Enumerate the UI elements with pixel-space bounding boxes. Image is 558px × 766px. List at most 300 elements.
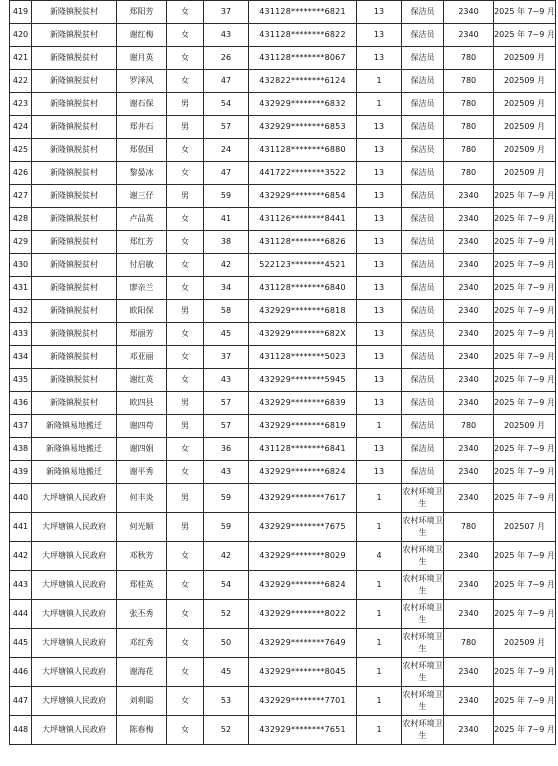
table-row xyxy=(10,629,556,658)
work-unit-cell: 新隆镇脱贫村 xyxy=(32,24,117,47)
work-unit-cell: 新隆镇脱贫村 xyxy=(32,231,117,254)
months-cell: 13 xyxy=(357,1,402,24)
age-cell: 43 xyxy=(204,24,249,47)
pay-period-cell: 2025 年 7~9 月 xyxy=(494,231,556,254)
table-row xyxy=(10,542,556,571)
name-cell: 刘利聪 xyxy=(117,687,167,716)
pay-period-cell: 202509 月 xyxy=(494,70,556,93)
id-number-cell: 431128********6880 xyxy=(249,139,357,162)
gender-cell: 男 xyxy=(167,93,204,116)
table-row xyxy=(10,300,556,323)
post-cell: 保洁员 xyxy=(402,461,444,484)
table-row xyxy=(10,484,556,513)
id-number-cell: 432929********6854 xyxy=(249,185,357,208)
subsidy-amount-cell: 2340 xyxy=(444,484,494,513)
pay-period-cell: 2025 年 7~9 月 xyxy=(494,571,556,600)
subsidy-amount-cell: 2340 xyxy=(444,185,494,208)
row-number-cell: 439 xyxy=(10,461,32,484)
post-cell: 保洁员 xyxy=(402,231,444,254)
table-row xyxy=(10,1,556,24)
table-row xyxy=(10,24,556,47)
months-cell: 13 xyxy=(357,323,402,346)
pay-period-cell: 202509 月 xyxy=(494,629,556,658)
row-number-cell: 433 xyxy=(10,323,32,346)
subsidy-amount-cell: 2340 xyxy=(444,542,494,571)
age-cell: 45 xyxy=(204,323,249,346)
gender-cell: 男 xyxy=(167,513,204,542)
pay-period-cell: 2025 年 7~9 月 xyxy=(494,542,556,571)
gender-cell: 女 xyxy=(167,208,204,231)
name-cell: 谢三仔 xyxy=(117,185,167,208)
months-cell: 1 xyxy=(357,600,402,629)
name-cell: 郑桂英 xyxy=(117,571,167,600)
work-unit-cell: 新隆镇脱贫村 xyxy=(32,1,117,24)
id-number-cell: 432929********6824 xyxy=(249,461,357,484)
post-cell: 保洁员 xyxy=(402,392,444,415)
subsidy-amount-cell: 780 xyxy=(444,139,494,162)
months-cell: 1 xyxy=(357,658,402,687)
subsidy-amount-cell: 2340 xyxy=(444,658,494,687)
pay-period-cell: 202507 月 xyxy=(494,513,556,542)
months-cell: 13 xyxy=(357,24,402,47)
age-cell: 37 xyxy=(204,346,249,369)
subsidy-amount-cell: 2340 xyxy=(444,346,494,369)
id-number-cell: 431128********5023 xyxy=(249,346,357,369)
id-number-cell: 432929********6832 xyxy=(249,93,357,116)
id-number-cell: 432929********8022 xyxy=(249,600,357,629)
post-cell: 农村环境卫生 xyxy=(402,542,444,571)
table-row xyxy=(10,139,556,162)
months-cell: 1 xyxy=(357,93,402,116)
months-cell: 13 xyxy=(357,438,402,461)
work-unit-cell: 大坪塘镇人民政府 xyxy=(32,687,117,716)
table-row xyxy=(10,687,556,716)
age-cell: 58 xyxy=(204,300,249,323)
table-row xyxy=(10,254,556,277)
id-number-cell: 432929********7675 xyxy=(249,513,357,542)
row-number-cell: 429 xyxy=(10,231,32,254)
subsidy-amount-cell: 780 xyxy=(444,415,494,438)
post-cell: 农村环境卫生 xyxy=(402,658,444,687)
work-unit-cell: 新隆镇脱贫村 xyxy=(32,277,117,300)
post-cell: 保洁员 xyxy=(402,208,444,231)
gender-cell: 女 xyxy=(167,323,204,346)
name-cell: 罗泽风 xyxy=(117,70,167,93)
work-unit-cell: 新隆镇易地搬迁 xyxy=(32,461,117,484)
months-cell: 1 xyxy=(357,629,402,658)
post-cell: 保洁员 xyxy=(402,415,444,438)
pay-period-cell: 2025 年 7~9 月 xyxy=(494,346,556,369)
age-cell: 47 xyxy=(204,162,249,185)
subsidy-amount-cell: 2340 xyxy=(444,24,494,47)
subsidy-amount-cell: 780 xyxy=(444,70,494,93)
subsidy-amount-cell: 2340 xyxy=(444,254,494,277)
table-row xyxy=(10,231,556,254)
months-cell: 13 xyxy=(357,208,402,231)
table-row xyxy=(10,461,556,484)
row-number-cell: 443 xyxy=(10,571,32,600)
post-cell: 农村环境卫生 xyxy=(402,571,444,600)
row-number-cell: 430 xyxy=(10,254,32,277)
row-number-cell: 436 xyxy=(10,392,32,415)
months-cell: 13 xyxy=(357,185,402,208)
row-number-cell: 423 xyxy=(10,93,32,116)
gender-cell: 女 xyxy=(167,277,204,300)
row-number-cell: 427 xyxy=(10,185,32,208)
name-cell: 欧阳保 xyxy=(117,300,167,323)
name-cell: 邓亚丽 xyxy=(117,346,167,369)
months-cell: 13 xyxy=(357,162,402,185)
name-cell: 何光顺 xyxy=(117,513,167,542)
post-cell: 保洁员 xyxy=(402,116,444,139)
work-unit-cell: 大坪塘镇人民政府 xyxy=(32,658,117,687)
work-unit-cell: 新隆镇脱贫村 xyxy=(32,162,117,185)
gender-cell: 女 xyxy=(167,687,204,716)
subsidy-amount-cell: 780 xyxy=(444,47,494,70)
months-cell: 13 xyxy=(357,139,402,162)
work-unit-cell: 新隆镇脱贫村 xyxy=(32,139,117,162)
id-number-cell: 432929********5945 xyxy=(249,369,357,392)
age-cell: 38 xyxy=(204,231,249,254)
months-cell: 1 xyxy=(357,687,402,716)
name-cell: 邓秋芳 xyxy=(117,542,167,571)
id-number-cell: 432929********6819 xyxy=(249,415,357,438)
pay-period-cell: 2025 年 7~9 月 xyxy=(494,185,556,208)
months-cell: 13 xyxy=(357,277,402,300)
row-number-cell: 435 xyxy=(10,369,32,392)
id-number-cell: 432929********682X xyxy=(249,323,357,346)
name-cell: 陈春梅 xyxy=(117,716,167,745)
id-number-cell: 522123********4521 xyxy=(249,254,357,277)
pay-period-cell: 2025 年 7~9 月 xyxy=(494,392,556,415)
post-cell: 保洁员 xyxy=(402,162,444,185)
months-cell: 1 xyxy=(357,716,402,745)
pay-period-cell: 2025 年 7~9 月 xyxy=(494,208,556,231)
table-row xyxy=(10,658,556,687)
pay-period-cell: 2025 年 7~9 月 xyxy=(494,687,556,716)
work-unit-cell: 新隆镇脱贫村 xyxy=(32,185,117,208)
post-cell: 保洁员 xyxy=(402,438,444,461)
id-number-cell: 432929********6853 xyxy=(249,116,357,139)
subsidy-amount-cell: 2340 xyxy=(444,1,494,24)
age-cell: 43 xyxy=(204,369,249,392)
name-cell: 郑阳芳 xyxy=(117,1,167,24)
subsidy-amount-cell: 2340 xyxy=(444,461,494,484)
post-cell: 保洁员 xyxy=(402,300,444,323)
subsidy-amount-cell: 780 xyxy=(444,629,494,658)
id-number-cell: 431126********8441 xyxy=(249,208,357,231)
gender-cell: 女 xyxy=(167,369,204,392)
age-cell: 54 xyxy=(204,571,249,600)
age-cell: 47 xyxy=(204,70,249,93)
work-unit-cell: 新隆镇脱贫村 xyxy=(32,70,117,93)
pay-period-cell: 2025 年 7~9 月 xyxy=(494,300,556,323)
id-number-cell: 431128********6840 xyxy=(249,277,357,300)
age-cell: 59 xyxy=(204,185,249,208)
table-row xyxy=(10,70,556,93)
subsidy-amount-cell: 2340 xyxy=(444,438,494,461)
months-cell: 13 xyxy=(357,369,402,392)
table-row xyxy=(10,346,556,369)
post-cell: 保洁员 xyxy=(402,254,444,277)
gender-cell: 女 xyxy=(167,438,204,461)
table-row xyxy=(10,369,556,392)
work-unit-cell: 大坪塘镇人民政府 xyxy=(32,484,117,513)
post-cell: 农村环境卫生 xyxy=(402,629,444,658)
age-cell: 57 xyxy=(204,392,249,415)
table-row xyxy=(10,162,556,185)
row-number-cell: 442 xyxy=(10,542,32,571)
gender-cell: 女 xyxy=(167,716,204,745)
months-cell: 13 xyxy=(357,461,402,484)
months-cell: 13 xyxy=(357,392,402,415)
table-body xyxy=(10,1,556,745)
age-cell: 41 xyxy=(204,208,249,231)
post-cell: 保洁员 xyxy=(402,277,444,300)
id-number-cell: 432929********8045 xyxy=(249,658,357,687)
work-unit-cell: 大坪塘镇人民政府 xyxy=(32,542,117,571)
id-number-cell: 432929********7701 xyxy=(249,687,357,716)
gender-cell: 女 xyxy=(167,1,204,24)
row-number-cell: 422 xyxy=(10,70,32,93)
row-number-cell: 440 xyxy=(10,484,32,513)
months-cell: 4 xyxy=(357,542,402,571)
id-number-cell: 432929********7651 xyxy=(249,716,357,745)
age-cell: 26 xyxy=(204,47,249,70)
pay-period-cell: 2025 年 7~9 月 xyxy=(494,716,556,745)
gender-cell: 女 xyxy=(167,600,204,629)
id-number-cell: 431128********6822 xyxy=(249,24,357,47)
work-unit-cell: 新隆镇易地搬迁 xyxy=(32,415,117,438)
row-number-cell: 441 xyxy=(10,513,32,542)
table-row xyxy=(10,93,556,116)
name-cell: 谢四苟 xyxy=(117,415,167,438)
subsidy-amount-cell: 2340 xyxy=(444,300,494,323)
name-cell: 张丕秀 xyxy=(117,600,167,629)
name-cell: 付启敏 xyxy=(117,254,167,277)
name-cell: 欧四县 xyxy=(117,392,167,415)
pay-period-cell: 202509 月 xyxy=(494,139,556,162)
name-cell: 廖亲兰 xyxy=(117,277,167,300)
name-cell: 谢石保 xyxy=(117,93,167,116)
id-number-cell: 432929********8029 xyxy=(249,542,357,571)
name-cell: 谢红梅 xyxy=(117,24,167,47)
pay-period-cell: 2025 年 7~9 月 xyxy=(494,658,556,687)
subsidy-amount-cell: 780 xyxy=(444,513,494,542)
months-cell: 13 xyxy=(357,116,402,139)
subsidy-amount-cell: 2340 xyxy=(444,231,494,254)
gender-cell: 男 xyxy=(167,185,204,208)
row-number-cell: 420 xyxy=(10,24,32,47)
gender-cell: 女 xyxy=(167,231,204,254)
name-cell: 郑红芳 xyxy=(117,231,167,254)
id-number-cell: 432929********7649 xyxy=(249,629,357,658)
gender-cell: 女 xyxy=(167,346,204,369)
id-number-cell: 431128********6841 xyxy=(249,438,357,461)
work-unit-cell: 新隆镇脱贫村 xyxy=(32,116,117,139)
age-cell: 34 xyxy=(204,277,249,300)
age-cell: 53 xyxy=(204,687,249,716)
table-row xyxy=(10,323,556,346)
id-number-cell: 432929********7617 xyxy=(249,484,357,513)
table-row xyxy=(10,277,556,300)
post-cell: 保洁员 xyxy=(402,139,444,162)
age-cell: 52 xyxy=(204,600,249,629)
pay-period-cell: 2025 年 7~9 月 xyxy=(494,461,556,484)
subsidy-amount-cell: 2340 xyxy=(444,716,494,745)
subsidy-amount-cell: 2340 xyxy=(444,369,494,392)
name-cell: 谢月英 xyxy=(117,47,167,70)
months-cell: 13 xyxy=(357,300,402,323)
subsidy-amount-cell: 2340 xyxy=(444,323,494,346)
months-cell: 13 xyxy=(357,254,402,277)
gender-cell: 女 xyxy=(167,162,204,185)
row-number-cell: 419 xyxy=(10,1,32,24)
months-cell: 13 xyxy=(357,346,402,369)
row-number-cell: 445 xyxy=(10,629,32,658)
row-number-cell: 426 xyxy=(10,162,32,185)
pay-period-cell: 2025 年 7~9 月 xyxy=(494,277,556,300)
row-number-cell: 432 xyxy=(10,300,32,323)
work-unit-cell: 新隆镇脱贫村 xyxy=(32,93,117,116)
post-cell: 保洁员 xyxy=(402,47,444,70)
gender-cell: 女 xyxy=(167,24,204,47)
name-cell: 郑井石 xyxy=(117,116,167,139)
pay-period-cell: 2025 年 7~9 月 xyxy=(494,24,556,47)
months-cell: 1 xyxy=(357,70,402,93)
name-cell: 邓红秀 xyxy=(117,629,167,658)
table-row xyxy=(10,208,556,231)
id-number-cell: 432822********6124 xyxy=(249,70,357,93)
gender-cell: 女 xyxy=(167,47,204,70)
post-cell: 保洁员 xyxy=(402,1,444,24)
row-number-cell: 437 xyxy=(10,415,32,438)
name-cell: 谢红英 xyxy=(117,369,167,392)
post-cell: 农村环境卫生 xyxy=(402,484,444,513)
gender-cell: 女 xyxy=(167,461,204,484)
subsidy-amount-cell: 2340 xyxy=(444,687,494,716)
post-cell: 保洁员 xyxy=(402,323,444,346)
post-cell: 农村环境卫生 xyxy=(402,687,444,716)
gender-cell: 男 xyxy=(167,300,204,323)
table-row xyxy=(10,185,556,208)
age-cell: 50 xyxy=(204,629,249,658)
pay-period-cell: 202509 月 xyxy=(494,116,556,139)
row-number-cell: 447 xyxy=(10,687,32,716)
pay-period-cell: 2025 年 7~9 月 xyxy=(494,484,556,513)
row-number-cell: 434 xyxy=(10,346,32,369)
months-cell: 1 xyxy=(357,571,402,600)
name-cell: 谢海花 xyxy=(117,658,167,687)
work-unit-cell: 新隆镇脱贫村 xyxy=(32,392,117,415)
row-number-cell: 425 xyxy=(10,139,32,162)
work-unit-cell: 新隆镇脱贫村 xyxy=(32,300,117,323)
gender-cell: 女 xyxy=(167,542,204,571)
months-cell: 1 xyxy=(357,513,402,542)
age-cell: 59 xyxy=(204,513,249,542)
subsidy-amount-cell: 780 xyxy=(444,116,494,139)
name-cell: 何丰炎 xyxy=(117,484,167,513)
work-unit-cell: 大坪塘镇人民政府 xyxy=(32,629,117,658)
work-unit-cell: 大坪塘镇人民政府 xyxy=(32,716,117,745)
pay-period-cell: 202509 月 xyxy=(494,93,556,116)
work-unit-cell: 新隆镇脱贫村 xyxy=(32,323,117,346)
table-row xyxy=(10,571,556,600)
age-cell: 59 xyxy=(204,484,249,513)
id-number-cell: 441722********3522 xyxy=(249,162,357,185)
pay-period-cell: 2025 年 7~9 月 xyxy=(494,369,556,392)
post-cell: 保洁员 xyxy=(402,24,444,47)
pay-period-cell: 2025 年 7~9 月 xyxy=(494,254,556,277)
subsidy-amount-cell: 2340 xyxy=(444,277,494,300)
table-row xyxy=(10,392,556,415)
post-cell: 保洁员 xyxy=(402,70,444,93)
pay-period-cell: 202509 月 xyxy=(494,47,556,70)
name-cell: 黎晏冰 xyxy=(117,162,167,185)
row-number-cell: 448 xyxy=(10,716,32,745)
work-unit-cell: 新隆镇脱贫村 xyxy=(32,346,117,369)
age-cell: 24 xyxy=(204,139,249,162)
age-cell: 57 xyxy=(204,116,249,139)
table-row xyxy=(10,513,556,542)
pay-period-cell: 2025 年 7~9 月 xyxy=(494,438,556,461)
table-row xyxy=(10,415,556,438)
table-row xyxy=(10,716,556,745)
age-cell: 45 xyxy=(204,658,249,687)
table-row xyxy=(10,600,556,629)
row-number-cell: 444 xyxy=(10,600,32,629)
work-unit-cell: 大坪塘镇人民政府 xyxy=(32,571,117,600)
post-cell: 农村环境卫生 xyxy=(402,716,444,745)
gender-cell: 女 xyxy=(167,658,204,687)
row-number-cell: 438 xyxy=(10,438,32,461)
age-cell: 57 xyxy=(204,415,249,438)
name-cell: 卢品英 xyxy=(117,208,167,231)
name-cell: 郑依国 xyxy=(117,139,167,162)
subsidy-amount-cell: 2340 xyxy=(444,392,494,415)
name-cell: 谢平秀 xyxy=(117,461,167,484)
name-cell: 郑丽芳 xyxy=(117,323,167,346)
row-number-cell: 428 xyxy=(10,208,32,231)
subsidy-amount-cell: 2340 xyxy=(444,600,494,629)
work-unit-cell: 大坪塘镇人民政府 xyxy=(32,513,117,542)
gender-cell: 男 xyxy=(167,415,204,438)
id-number-cell: 431128********6821 xyxy=(249,1,357,24)
work-unit-cell: 新隆镇脱贫村 xyxy=(32,369,117,392)
age-cell: 42 xyxy=(204,542,249,571)
gender-cell: 女 xyxy=(167,139,204,162)
id-number-cell: 431128********6826 xyxy=(249,231,357,254)
gender-cell: 男 xyxy=(167,392,204,415)
months-cell: 13 xyxy=(357,47,402,70)
gender-cell: 女 xyxy=(167,629,204,658)
post-cell: 农村环境卫生 xyxy=(402,513,444,542)
post-cell: 保洁员 xyxy=(402,93,444,116)
months-cell: 13 xyxy=(357,231,402,254)
age-cell: 42 xyxy=(204,254,249,277)
months-cell: 1 xyxy=(357,484,402,513)
table-row xyxy=(10,47,556,70)
table-row xyxy=(10,438,556,461)
gender-cell: 男 xyxy=(167,116,204,139)
name-cell: 谢四娟 xyxy=(117,438,167,461)
id-number-cell: 431128********8067 xyxy=(249,47,357,70)
row-number-cell: 446 xyxy=(10,658,32,687)
id-number-cell: 432929********6824 xyxy=(249,571,357,600)
row-number-cell: 431 xyxy=(10,277,32,300)
gender-cell: 女 xyxy=(167,70,204,93)
months-cell: 1 xyxy=(357,415,402,438)
